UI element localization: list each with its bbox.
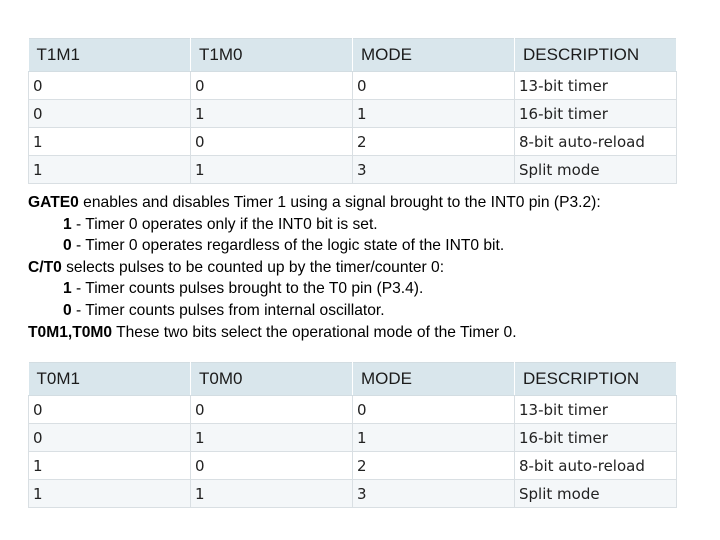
cell-description: 16-bit timer bbox=[515, 424, 677, 452]
cell-t0m1: 1 bbox=[29, 480, 191, 508]
table-row bbox=[29, 156, 677, 184]
cell-mode: 3 bbox=[353, 480, 515, 508]
table-row bbox=[29, 480, 677, 508]
gate0-option-1 bbox=[28, 214, 708, 236]
table-row bbox=[29, 72, 677, 100]
register-bit-description bbox=[28, 192, 708, 343]
cell-mode: 3 bbox=[353, 156, 515, 184]
t0m-line bbox=[28, 322, 708, 344]
ct0-term: C/T0 bbox=[28, 258, 62, 276]
header-mode: MODE bbox=[353, 363, 515, 396]
cell-mode: 0 bbox=[353, 396, 515, 424]
cell-mode: 0 bbox=[353, 72, 515, 100]
cell-t1m1: 1 bbox=[29, 156, 191, 184]
t0m-term: T0M1,T0M0 bbox=[28, 323, 113, 341]
cell-t1m1: 0 bbox=[29, 100, 191, 128]
table-header-row bbox=[29, 363, 677, 396]
gate0-term: GATE0 bbox=[28, 194, 79, 211]
cell-t1m0: 0 bbox=[191, 128, 353, 156]
cell-mode: 2 bbox=[353, 452, 515, 480]
cell-mode: 1 bbox=[353, 100, 515, 128]
cell-t1m1: 1 bbox=[29, 128, 191, 156]
table-row bbox=[29, 424, 677, 452]
header-t0m1: T0M1 bbox=[29, 363, 191, 396]
ct0-text: selects pulses to be counted up by the timer/counter 0: bbox=[61, 258, 445, 276]
cell-mode: 1 bbox=[353, 424, 515, 452]
cell-t1m0: 1 bbox=[191, 156, 353, 184]
cell-t0m0: 1 bbox=[191, 480, 353, 508]
gate0-text: enables and disables Timer 1 using a signal brought to the INT0 pin (P3.2): bbox=[78, 194, 601, 211]
header-t1m0: T1M0 bbox=[191, 39, 353, 72]
ct0-option-0 bbox=[28, 300, 708, 322]
cell-description: Split mode bbox=[515, 156, 677, 184]
cell-t1m1: 0 bbox=[29, 72, 191, 100]
table-row bbox=[29, 396, 677, 424]
ct0-option-0-key: 0 bbox=[63, 301, 72, 319]
cell-description: Split mode bbox=[515, 480, 677, 508]
gate0-option-1-key: 1 bbox=[63, 215, 72, 233]
table-header-row bbox=[29, 39, 677, 72]
cell-t0m1: 0 bbox=[29, 424, 191, 452]
cell-description: 8-bit auto-reload bbox=[515, 452, 677, 480]
ct0-option-1 bbox=[28, 278, 708, 300]
ct0-line bbox=[28, 257, 708, 279]
gate0-option-1-text: - Timer 0 operates only if the INT0 bit is set. bbox=[71, 215, 378, 233]
header-t0m0: T0M0 bbox=[191, 363, 353, 396]
header-mode: MODE bbox=[353, 39, 515, 72]
gate0-option-0 bbox=[28, 235, 708, 257]
cell-description: 16-bit timer bbox=[515, 100, 677, 128]
gate0-option-0-key: 0 bbox=[63, 237, 72, 255]
cell-t0m0: 0 bbox=[191, 396, 353, 424]
header-t1m1: T1M1 bbox=[29, 39, 191, 72]
cell-t0m0: 0 bbox=[191, 452, 353, 480]
gate0-option-0-text: - Timer 0 operates regardless of the logic state of the INT0 bit. bbox=[71, 237, 505, 255]
header-description: DESCRIPTION bbox=[515, 363, 677, 396]
ct0-option-0-text: - Timer counts pulses from internal oscillator. bbox=[71, 301, 385, 319]
cell-description: 8-bit auto-reload bbox=[515, 128, 677, 156]
header-description: DESCRIPTION bbox=[515, 39, 677, 72]
table-row bbox=[29, 128, 677, 156]
cell-description: 13-bit timer bbox=[515, 396, 677, 424]
cell-t0m1: 0 bbox=[29, 396, 191, 424]
t0m-text: These two bits select the operational mode of the Timer 0. bbox=[112, 323, 517, 341]
cell-t0m1: 1 bbox=[29, 452, 191, 480]
ct0-option-1-text: - Timer counts pulses brought to the T0 pin (P3.4). bbox=[71, 280, 424, 298]
cell-description: 13-bit timer bbox=[515, 72, 677, 100]
gate0-line bbox=[28, 192, 708, 214]
table-row bbox=[29, 452, 677, 480]
cell-t0m0: 1 bbox=[191, 424, 353, 452]
cell-mode: 2 bbox=[353, 128, 515, 156]
timer1-mode-table bbox=[28, 38, 677, 184]
timer0-mode-table bbox=[28, 362, 677, 508]
ct0-option-1-key: 1 bbox=[63, 280, 72, 298]
cell-t1m0: 1 bbox=[191, 100, 353, 128]
cell-t1m0: 0 bbox=[191, 72, 353, 100]
table-row bbox=[29, 100, 677, 128]
